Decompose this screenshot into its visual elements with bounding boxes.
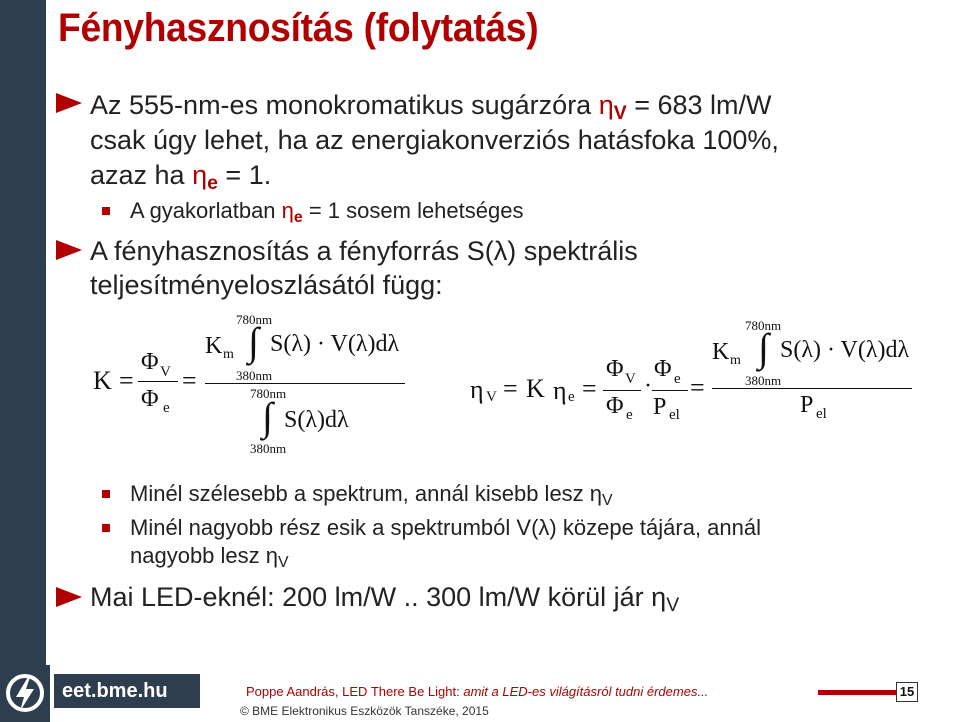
text: Minél nagyobb rész esik a spektrumból V( <box>130 515 539 540</box>
integral-sign: ∫ <box>262 394 273 439</box>
fraction-bar <box>652 390 688 391</box>
formula-phi: Φ <box>606 356 624 382</box>
formula-P: P <box>653 394 667 420</box>
footer-logo <box>0 665 50 722</box>
text: = 683 lm/W <box>626 90 772 120</box>
formula-equals: = <box>503 374 518 403</box>
formula-numerator: S(λ) · V(λ)dλ <box>780 337 910 363</box>
eta-subscript: V <box>602 492 613 510</box>
integral-upper-limit: 780nm <box>236 312 273 327</box>
formula-K: K <box>205 333 223 359</box>
text: ) közepe tájára, annál <box>549 515 761 540</box>
text: ) spektrális <box>507 236 638 266</box>
page-number: 15 <box>896 682 918 702</box>
formula-K: K <box>712 339 730 365</box>
sub-bullet-1 <box>130 197 523 228</box>
sub-bullet-3-line1 <box>130 514 761 542</box>
formula-P: P <box>800 392 814 418</box>
text: A gyakorlatban <box>130 198 282 223</box>
lambda-symbol: λ <box>493 236 508 266</box>
eta-symbol: η <box>598 90 614 120</box>
bullet3-line1 <box>90 580 679 617</box>
bullet2-line1 <box>90 234 638 268</box>
formula-eta: η <box>553 376 567 405</box>
formula-sub-m: m <box>223 347 234 362</box>
formula-K: K <box>526 374 545 403</box>
eta-subscript: V <box>613 102 627 125</box>
integral-upper-limit: 780nm <box>745 318 782 333</box>
formula-sub-m: m <box>730 353 741 368</box>
fraction-bar <box>205 383 405 384</box>
integral-lower-limit: 380nm <box>250 441 287 456</box>
formula-K: K <box>93 366 112 395</box>
eta-subscript: V <box>278 554 289 572</box>
formula-phi: Φ <box>141 386 159 412</box>
formula-sub-V: V <box>160 364 171 380</box>
footer-accent-bar <box>818 690 896 695</box>
integral-sign: ∫ <box>758 325 769 370</box>
integral-sign: ∫ <box>248 319 259 364</box>
eta-subscript: V <box>666 594 680 617</box>
slide-title: Fényhasznosítás (folytatás) <box>58 6 539 50</box>
formula-phi: Φ <box>606 393 624 419</box>
lambda-symbol: λ <box>538 515 550 540</box>
text: Minél szélesebb a spektrum, annál kisebb lesz <box>130 481 590 506</box>
footer-subtitle: amit a LED-es világításról tudni érdemes... <box>463 684 709 699</box>
formula-sub-e: e <box>626 407 633 423</box>
footer-course: LED There Be Light: <box>342 684 460 699</box>
integral-upper-limit: 780nm <box>250 386 287 401</box>
formula-sub-e: e <box>568 389 575 405</box>
fraction-bar <box>138 381 178 382</box>
eta-symbol: η <box>265 543 279 568</box>
text: azaz ha <box>90 160 193 190</box>
arrow-bullet-icon <box>56 587 82 607</box>
square-bullet-icon <box>102 524 110 532</box>
text: nagyobb lesz <box>130 543 266 568</box>
formula-dot: · <box>644 373 652 399</box>
square-bullet-icon <box>102 490 110 498</box>
footer-author: Poppe Aandrás, <box>246 684 339 699</box>
formula-equals: = <box>119 366 134 395</box>
sub-bullet-2 <box>130 480 613 511</box>
bullet2-line2: teljesítményeloszlásától függ: <box>90 270 443 300</box>
text: Mai LED-eknél: 200 lm/W .. 300 lm/W körül jár <box>90 582 652 612</box>
bullet1-line2: csak úgy lehet, ha az energiakonverziós hatásfoka 100%, <box>90 125 779 155</box>
formula-equals: = <box>690 373 705 402</box>
eta-symbol: η <box>192 160 208 190</box>
formula-denominator: S(λ)dλ <box>284 407 349 433</box>
formula-equals: = <box>182 366 197 395</box>
eta-symbol: η <box>651 582 667 612</box>
integral-lower-limit: 380nm <box>236 368 273 383</box>
footer-credit <box>246 684 708 699</box>
lightning-logo-icon <box>0 665 50 722</box>
footer-copyright: © BME Elektronikus Eszközök Tanszéke, 2015 <box>240 704 489 718</box>
formula-phi: Φ <box>141 349 159 375</box>
bullet1-line1 <box>90 88 772 125</box>
formula-phi: Φ <box>654 356 672 382</box>
formula-eta: η <box>470 375 484 404</box>
arrow-bullet-icon <box>56 93 82 113</box>
formula-sub-el: el <box>669 407 680 423</box>
integral-lower-limit: 380nm <box>745 373 782 388</box>
formula-sub-e: e <box>674 371 681 387</box>
eta-symbol: η <box>589 481 603 506</box>
sub-bullet-3-line2 <box>130 542 289 573</box>
left-decorative-strip <box>0 0 46 665</box>
formula-sub-V: V <box>625 371 636 387</box>
formula-numerator: S(λ) · V(λ)dλ <box>270 331 400 357</box>
square-bullet-icon <box>102 207 110 215</box>
fraction-bar <box>603 390 641 391</box>
formula-sub-V: V <box>486 389 497 405</box>
formula-sub-el: el <box>816 406 827 422</box>
footer-site-link[interactable]: eet.bme.hu <box>54 674 200 708</box>
formula-equals: = <box>582 374 597 403</box>
text: = 1 sosem lehetséges <box>302 198 524 223</box>
eta-symbol: η <box>281 198 294 223</box>
eta-subscript: e <box>293 209 303 227</box>
text: Az 555-nm-es monokromatikus sugárzóra <box>90 90 599 120</box>
arrow-bullet-icon <box>56 240 82 260</box>
bullet1-line3 <box>90 158 271 195</box>
text: A fényhasznosítás a fényforrás S( <box>90 236 494 266</box>
formula-sub-e: e <box>163 400 170 416</box>
text: = 1. <box>217 160 272 190</box>
fraction-bar <box>712 388 912 389</box>
eta-subscript: e <box>207 172 218 195</box>
